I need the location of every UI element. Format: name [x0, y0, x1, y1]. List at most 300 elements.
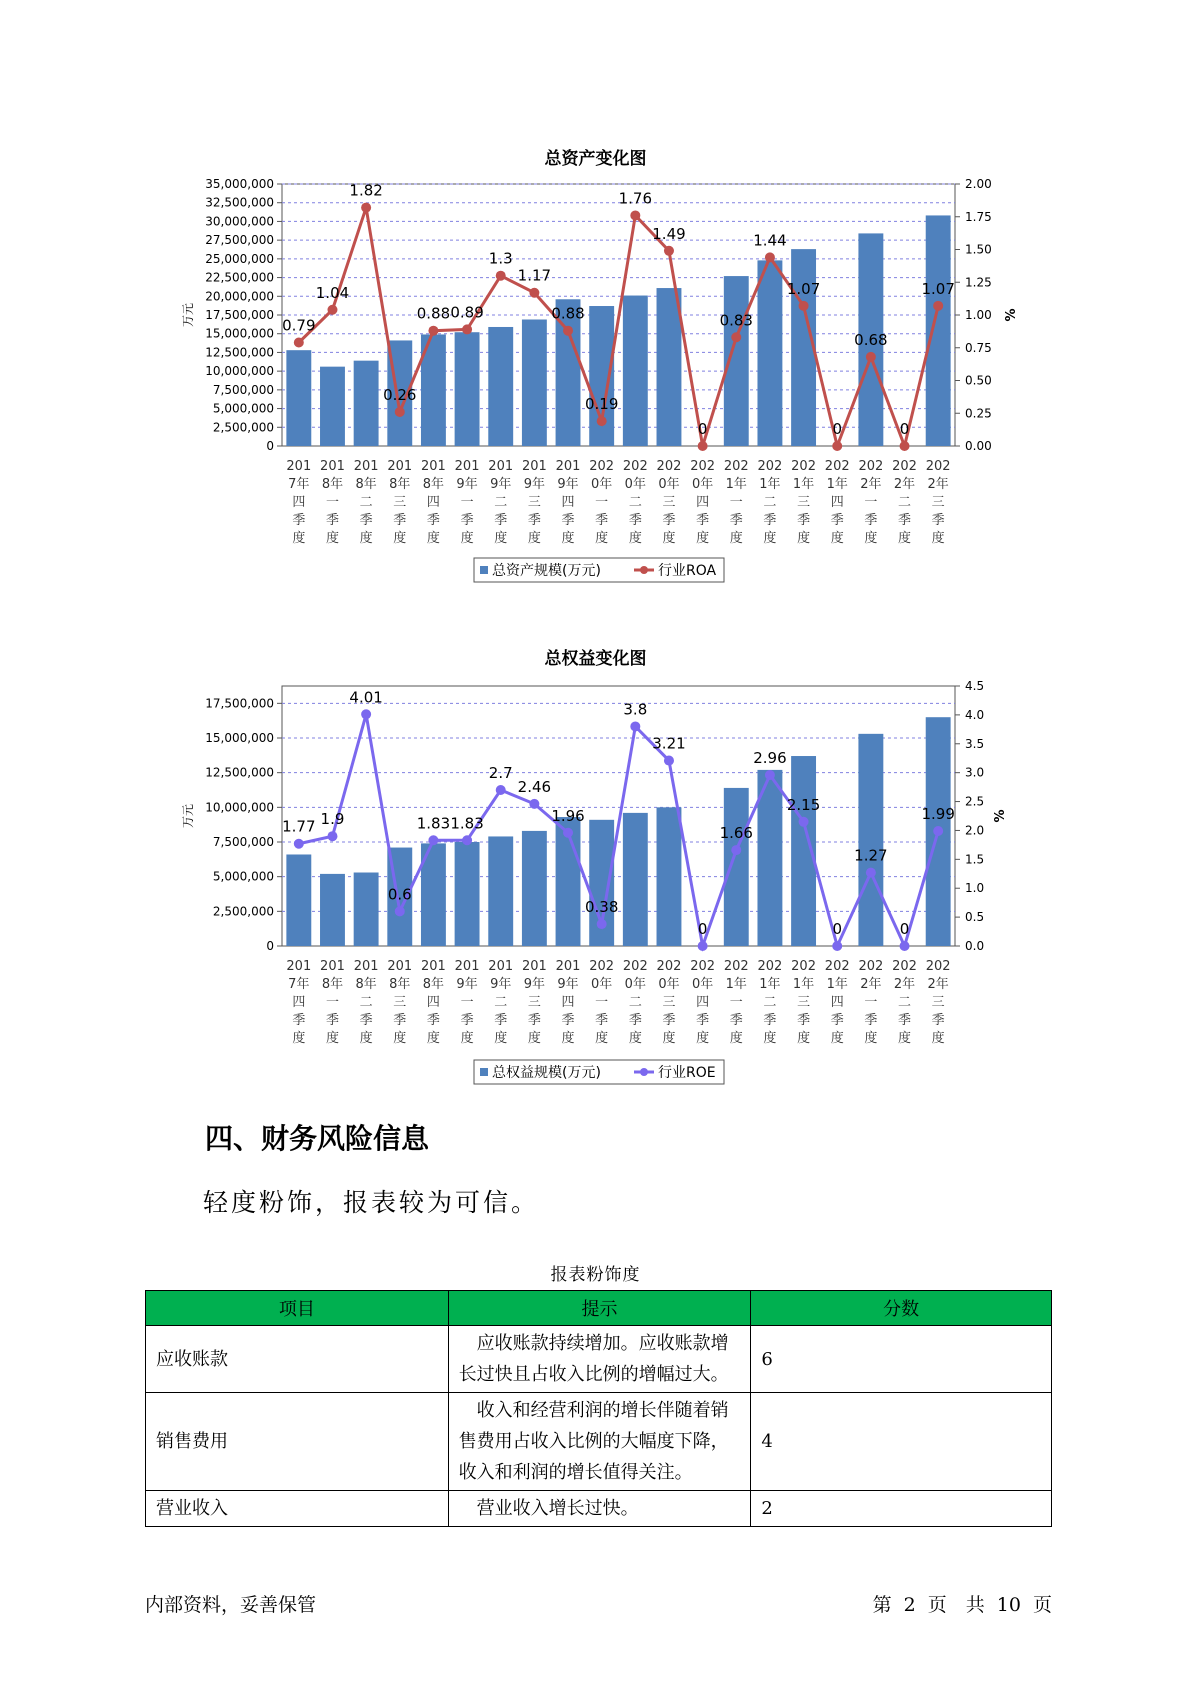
table-header-cell: 提示	[448, 1291, 751, 1326]
category-label: 201	[421, 959, 446, 974]
data-label: 1.17	[517, 266, 552, 285]
category-label: 一	[595, 495, 609, 510]
right-tick-label: 1.50	[965, 242, 992, 257]
right-tick-label: 3.5	[965, 736, 985, 751]
category-label: 9年	[456, 977, 478, 992]
data-label: 1.49	[652, 224, 686, 243]
category-label: 202	[723, 959, 749, 974]
data-label: 1.07	[786, 279, 821, 298]
data-label: 1.44	[753, 231, 787, 250]
category-label: 1年	[792, 977, 815, 992]
category-label: 度	[494, 1031, 508, 1046]
line-point	[597, 416, 607, 426]
category-label: 一	[729, 995, 743, 1010]
category-label: 四	[292, 495, 306, 510]
line-point	[630, 210, 640, 220]
category-label: 二	[494, 995, 508, 1010]
category-label: 季	[763, 513, 777, 528]
page-number: 第 2 页 共 10 页	[872, 1594, 1052, 1616]
category-label: 9年	[456, 477, 478, 492]
category-label: 201	[353, 459, 379, 474]
category-label: 201	[286, 459, 312, 474]
category-label: 9年	[523, 477, 546, 492]
category-label: 8年	[389, 977, 411, 992]
category-label: 度	[628, 1031, 642, 1046]
bar	[286, 350, 311, 446]
right-tick-label: 1.5	[965, 852, 985, 867]
bar	[354, 873, 379, 946]
category-label: 一	[864, 495, 878, 510]
line-point	[900, 941, 910, 951]
left-tick-label: 22,500,000	[205, 270, 274, 285]
category-label: 季	[561, 1013, 575, 1028]
left-axis-label: 万元	[181, 803, 195, 829]
table-row	[146, 1491, 1052, 1527]
category-label: 季	[797, 1013, 811, 1028]
category-label: 季	[696, 1013, 710, 1028]
category-label: 202	[589, 459, 615, 474]
category-label: 一	[325, 495, 339, 510]
left-tick-label: 32,500,000	[205, 195, 274, 210]
category-label: 201	[521, 459, 547, 474]
category-label: 四	[830, 495, 844, 510]
total-equity-chart-svg	[0, 600, 1191, 1100]
table-row	[146, 1393, 1052, 1491]
category-label: 201	[387, 459, 413, 474]
line-point	[933, 301, 943, 311]
table-header-cell: 项目	[146, 1291, 449, 1326]
bar	[522, 831, 547, 946]
category-label: 2年	[893, 477, 916, 492]
category-label: 202	[723, 459, 749, 474]
category-label: 2年	[927, 977, 949, 992]
category-label: 7年	[288, 977, 310, 992]
line-point	[832, 941, 842, 951]
bar	[858, 734, 883, 946]
left-tick-label: 12,500,000	[205, 345, 274, 360]
category-label: 202	[622, 459, 648, 474]
legend-bar-swatch	[480, 1068, 488, 1076]
category-label: 季	[797, 513, 811, 528]
data-label: 1.76	[618, 189, 653, 208]
category-label: 二	[628, 495, 642, 510]
category-label: 2年	[927, 477, 949, 492]
category-label: 度	[864, 1031, 878, 1046]
data-label: 0.26	[383, 385, 417, 404]
category-label: 季	[561, 513, 575, 528]
category-label: 202	[656, 959, 682, 974]
category-label: 四	[561, 995, 575, 1010]
line-point	[731, 845, 741, 855]
legend-bar-label: 总资产规模(万元)	[492, 563, 601, 579]
category-label: 度	[898, 531, 912, 546]
category-label: 二	[898, 995, 912, 1010]
line-point	[361, 203, 371, 213]
legend-line-marker	[640, 566, 648, 574]
bar	[455, 332, 480, 446]
category-label: 度	[931, 1031, 945, 1046]
data-label: 1.04	[315, 283, 350, 302]
category-label: 四	[696, 995, 710, 1010]
category-label: 8年	[422, 977, 445, 992]
category-label: 202	[690, 959, 716, 974]
right-tick-label: 2.00	[965, 177, 992, 191]
category-label: 202	[757, 959, 783, 974]
table-caption: 报表粉饰度	[550, 1265, 641, 1285]
line-point	[630, 721, 640, 731]
category-label: 一	[595, 995, 609, 1010]
category-label: 9年	[557, 977, 579, 992]
category-label: 度	[864, 531, 878, 546]
data-label: 1.3	[488, 249, 513, 268]
category-label: 度	[393, 531, 407, 546]
category-label: 0年	[624, 477, 646, 492]
line-point	[361, 709, 371, 719]
line-point	[799, 301, 809, 311]
line-point	[294, 338, 304, 348]
category-label: 季	[729, 513, 743, 528]
line-point	[563, 828, 573, 838]
category-label: 一	[460, 495, 474, 510]
data-label: 0.88	[416, 304, 451, 323]
line-point	[664, 246, 674, 256]
category-label: 季	[830, 513, 844, 528]
category-label: 度	[696, 531, 710, 546]
right-axis-label: %	[1004, 308, 1019, 322]
category-label: 二	[359, 495, 373, 510]
left-tick-label: 12,500,000	[205, 765, 274, 780]
category-label: 四	[561, 495, 575, 510]
category-label: 一	[460, 995, 474, 1010]
table-cell-hint: 应收账款持续增加。应收账款增长过快且占收入比例的增幅过大。	[448, 1326, 751, 1393]
line-point	[395, 906, 405, 916]
category-label: 0年	[691, 977, 714, 992]
category-label: 四	[426, 495, 440, 510]
line-point	[664, 756, 674, 766]
category-label: 度	[527, 1031, 541, 1046]
legend-line-label: 行业ROE	[658, 1065, 716, 1081]
category-label: 1年	[826, 977, 848, 992]
risk-table	[145, 1290, 1052, 1527]
category-label: 0年	[591, 977, 613, 992]
category-label: 四	[696, 495, 710, 510]
data-label: 1.83	[416, 814, 451, 833]
bar	[623, 296, 648, 446]
bar	[657, 807, 682, 946]
footer-note: 内部资料，妥善保管	[145, 1594, 317, 1616]
left-tick-label: 25,000,000	[205, 251, 274, 266]
category-label: 度	[830, 531, 844, 546]
category-label: 2年	[860, 977, 882, 992]
category-label: 度	[527, 531, 541, 546]
category-label: 三	[393, 995, 407, 1010]
bar	[657, 288, 682, 446]
category-label: 8年	[355, 977, 377, 992]
category-label: 201	[488, 959, 514, 974]
left-tick-label: 7,500,000	[212, 382, 274, 397]
category-label: 度	[662, 531, 676, 546]
category-label: 度	[426, 1031, 440, 1046]
right-tick-label: 0.25	[965, 406, 992, 421]
category-label: 1年	[759, 977, 781, 992]
bar	[757, 260, 782, 446]
category-label: 度	[628, 531, 642, 546]
category-label: 度	[595, 1031, 609, 1046]
category-label: 二	[763, 495, 777, 510]
category-label: 度	[460, 1031, 474, 1046]
category-label: 三	[797, 995, 811, 1010]
category-label: 7年	[288, 477, 310, 492]
category-label: 0年	[658, 977, 680, 992]
category-label: 二	[763, 995, 777, 1010]
category-label: 8年	[389, 477, 411, 492]
left-tick-label: 30,000,000	[205, 214, 274, 229]
category-label: 度	[561, 1031, 575, 1046]
line-point	[731, 332, 741, 342]
category-label: 9年	[490, 477, 512, 492]
category-label: 季	[460, 1013, 474, 1028]
category-label: 一	[864, 995, 878, 1010]
data-label: 0.89	[450, 303, 484, 322]
category-label: 2年	[860, 477, 882, 492]
category-label: 202	[892, 959, 917, 974]
category-label: 季	[729, 1013, 743, 1028]
left-tick-label: 17,500,000	[205, 308, 274, 322]
category-label: 二	[898, 495, 912, 510]
category-label: 度	[292, 531, 306, 546]
category-label: 8年	[355, 477, 377, 492]
category-label: 二	[628, 995, 642, 1010]
category-label: 度	[561, 531, 575, 546]
category-label: 2年	[893, 977, 916, 992]
category-label: 201	[521, 959, 547, 974]
table-cell-item: 销售费用	[146, 1393, 449, 1491]
line-point	[462, 324, 472, 334]
category-label: 度	[729, 531, 743, 546]
table-cell-score: 4	[751, 1393, 1052, 1491]
left-axis-label: 万元	[181, 302, 195, 328]
left-tick-label: 15,000,000	[205, 326, 274, 341]
category-label: 1年	[826, 477, 848, 492]
left-tick-label: 2,500,000	[212, 420, 274, 435]
category-label: 202	[892, 459, 917, 474]
category-label: 度	[393, 1031, 407, 1046]
line-point	[765, 252, 775, 262]
category-label: 0年	[691, 477, 714, 492]
legend-bar-label: 总权益规模(万元)	[492, 1065, 601, 1081]
line-point	[496, 785, 506, 795]
right-tick-label: 2.5	[965, 794, 985, 809]
category-label: 202	[757, 459, 783, 474]
category-label: 度	[898, 1031, 912, 1046]
bar	[286, 854, 311, 946]
category-label: 201	[555, 459, 581, 474]
category-label: 季	[292, 513, 306, 528]
line-point	[698, 441, 708, 451]
category-label: 季	[325, 513, 339, 528]
category-label: 度	[426, 531, 440, 546]
table-cell-score: 6	[751, 1326, 1052, 1393]
right-axis-label: %	[993, 809, 1008, 823]
data-label: 0.6	[387, 885, 412, 904]
category-label: 202	[622, 959, 648, 974]
category-label: 202	[925, 959, 951, 974]
line-point	[799, 817, 809, 827]
category-label: 度	[931, 531, 945, 546]
data-label: 1.83	[450, 814, 484, 833]
category-label: 201	[320, 959, 345, 974]
category-label: 季	[494, 1013, 508, 1028]
data-label: 0	[697, 920, 708, 938]
category-label: 度	[595, 531, 609, 546]
category-label: 度	[325, 531, 339, 546]
table-header-row	[146, 1291, 1052, 1326]
legend-bar-swatch	[480, 566, 488, 574]
category-label: 9年	[490, 977, 512, 992]
left-tick-label: 0	[266, 939, 274, 953]
table-cell-hint: 营业收入增长过快。	[448, 1491, 751, 1527]
left-tick-label: 10,000,000	[205, 364, 274, 379]
right-tick-label: 1.0	[965, 881, 985, 896]
line-point	[866, 352, 876, 362]
category-label: 季	[527, 513, 541, 528]
line-point	[866, 868, 876, 878]
bar	[926, 215, 951, 446]
data-label: 3.8	[623, 700, 648, 719]
right-tick-label: 0.50	[965, 373, 992, 388]
left-tick-label: 0	[266, 439, 274, 453]
data-label: 0.88	[551, 304, 585, 323]
category-label: 202	[824, 459, 850, 474]
category-label: 8年	[321, 977, 344, 992]
left-tick-label: 10,000,000	[205, 800, 274, 815]
left-tick-label: 5,000,000	[212, 869, 274, 884]
left-tick-label: 17,500,000	[205, 696, 274, 711]
line-point	[496, 271, 506, 281]
category-label: 202	[858, 959, 884, 974]
category-label: 三	[662, 995, 676, 1010]
category-label: 201	[421, 459, 446, 474]
category-label: 9年	[557, 477, 579, 492]
category-label: 0年	[591, 477, 613, 492]
category-label: 季	[898, 513, 912, 528]
data-label: 1.66	[719, 824, 753, 843]
line-point	[294, 839, 304, 849]
line-point	[428, 326, 438, 336]
category-label: 202	[656, 459, 682, 474]
category-label: 季	[393, 1013, 407, 1028]
data-label: 1.77	[282, 817, 316, 836]
category-label: 度	[696, 1031, 710, 1046]
category-label: 季	[628, 1013, 642, 1028]
category-label: 201	[286, 959, 312, 974]
line-point	[529, 288, 539, 298]
category-label: 度	[763, 531, 777, 546]
line-point	[327, 831, 337, 841]
data-label: 0	[899, 920, 910, 938]
bar	[455, 842, 480, 946]
bar	[488, 836, 513, 946]
category-label: 三	[527, 995, 541, 1010]
data-label: 2.46	[517, 777, 552, 796]
category-label: 季	[595, 1013, 609, 1028]
category-label: 四	[292, 995, 306, 1010]
data-label: 1.9	[320, 810, 345, 829]
category-label: 度	[292, 1031, 306, 1046]
right-tick-label: 0.00	[965, 439, 992, 453]
right-tick-label: 3.0	[965, 765, 985, 780]
category-label: 201	[488, 459, 514, 474]
line-point	[597, 919, 607, 929]
bar	[522, 319, 547, 446]
right-tick-label: 2.0	[965, 823, 985, 838]
bar	[623, 813, 648, 946]
data-label: 0.38	[584, 898, 619, 917]
left-tick-label: 7,500,000	[212, 835, 274, 849]
category-label: 201	[320, 459, 345, 474]
category-label: 季	[864, 1013, 878, 1028]
category-label: 三	[931, 495, 945, 510]
data-label: 2.7	[488, 764, 513, 782]
section-body: 轻度粉饰，报表较为可信。	[203, 1188, 540, 1217]
data-label: 1.99	[921, 805, 955, 824]
line-point	[395, 407, 405, 417]
left-tick-label: 15,000,000	[205, 731, 274, 745]
category-label: 202	[589, 959, 615, 974]
category-label: 201	[454, 959, 480, 974]
category-label: 1年	[759, 477, 781, 492]
data-label: 3.21	[652, 734, 686, 753]
table-cell-item: 营业收入	[146, 1491, 449, 1527]
category-label: 8年	[422, 477, 445, 492]
category-label: 度	[729, 1031, 743, 1046]
data-label: 2.96	[753, 748, 787, 767]
line-point	[428, 835, 438, 845]
category-label: 1年	[725, 977, 747, 992]
data-label: 1.96	[551, 806, 585, 825]
right-tick-label: 4.0	[965, 707, 985, 722]
left-tick-label: 27,500,000	[205, 233, 274, 248]
category-label: 202	[925, 459, 951, 474]
category-label: 三	[527, 495, 541, 510]
data-label: 0.19	[584, 395, 619, 414]
category-label: 202	[791, 959, 816, 974]
category-label: 季	[864, 513, 878, 528]
category-label: 季	[393, 513, 407, 528]
left-tick-label: 20,000,000	[205, 289, 274, 304]
category-label: 季	[628, 513, 642, 528]
category-label: 季	[595, 513, 609, 528]
category-label: 9年	[523, 977, 546, 992]
line-point	[462, 835, 472, 845]
data-label: 1.82	[349, 181, 383, 200]
line-point	[327, 305, 337, 315]
right-tick-label: 1.75	[965, 209, 992, 224]
data-label: 0	[832, 920, 842, 938]
category-label: 季	[325, 1013, 339, 1028]
category-label: 202	[858, 459, 884, 474]
data-label: 0	[832, 420, 842, 438]
table-cell-hint: 收入和经营利润的增长伴随着销售费用占收入比例的大幅度下降，收入和利润的增长值得关注。	[448, 1393, 751, 1491]
line-point	[698, 941, 708, 951]
bar	[320, 367, 345, 446]
data-label: 0.68	[854, 330, 888, 349]
line-point	[563, 326, 573, 336]
category-label: 201	[387, 959, 413, 974]
category-label: 202	[791, 459, 816, 474]
category-label: 0年	[624, 977, 646, 992]
category-label: 四	[426, 995, 440, 1010]
